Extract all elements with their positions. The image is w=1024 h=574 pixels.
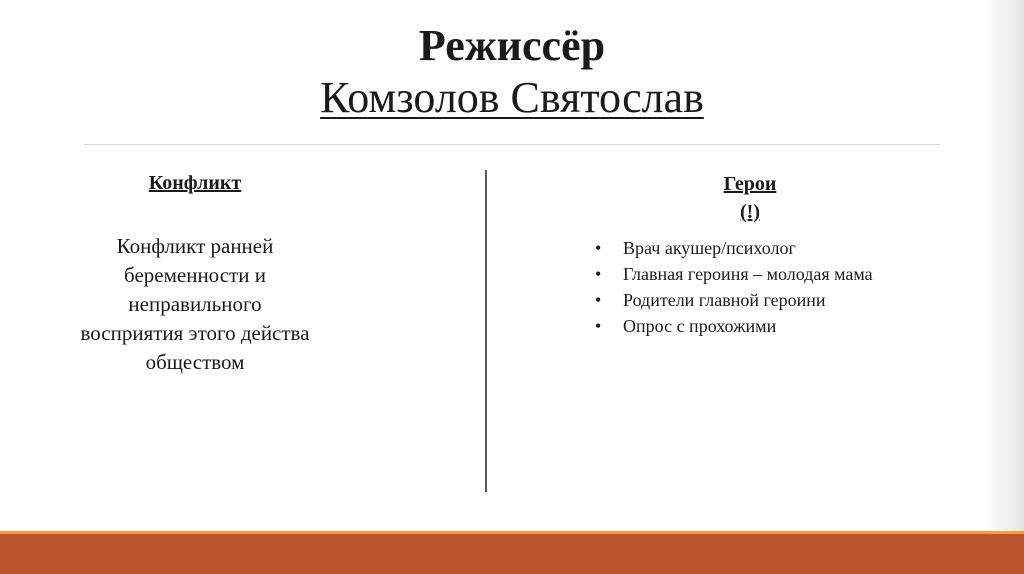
bullet-icon: •: [595, 264, 602, 284]
list-item: [595, 287, 873, 313]
bullet-icon: •: [595, 316, 602, 336]
title-divider: [84, 144, 940, 145]
list-item-text: Родители главной героини: [623, 290, 826, 310]
bullet-icon: •: [595, 238, 602, 258]
bullet-icon: •: [595, 290, 602, 310]
heroes-list: [595, 235, 873, 339]
slide-title-block: [0, 20, 1024, 124]
conflict-text: Конфликт ранней беременности и неправильного восприятия этого действа обществом: [80, 234, 310, 374]
list-item-text: Главная героиня – молодая мама: [623, 264, 873, 284]
slide-title: Режиссёр: [418, 21, 606, 70]
conflict-heading: Конфликт: [148, 172, 242, 194]
heroes-heading: Герои: [723, 173, 777, 195]
slide-subtitle: Комзолов Святослав: [320, 73, 704, 122]
heroes-heading-note: (!): [740, 201, 760, 223]
list-item-text: Опрос с прохожими: [623, 316, 777, 336]
heroes-heading-block: [650, 170, 850, 226]
list-item: [595, 313, 873, 339]
footer-band: [0, 534, 1024, 574]
list-item: [595, 261, 873, 287]
column-divider: [485, 170, 487, 492]
list-item: [595, 235, 873, 261]
list-item-text: Врач акушер/психолог: [623, 238, 796, 258]
